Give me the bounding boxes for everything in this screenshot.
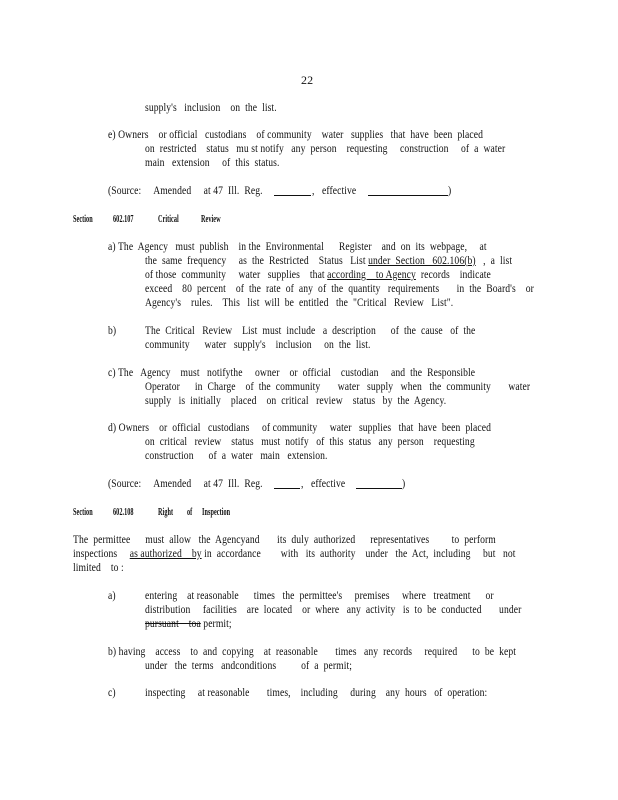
source-comma: , — [312, 185, 315, 197]
source-effective: effective — [322, 185, 357, 197]
item-c-line-1: c) The Agency must notifythe owner or official custodian and the Responsible — [108, 367, 476, 379]
item-a-line-2: distribution facilities are located or where any activity is to be conducted under — [145, 604, 522, 616]
item-b-line-2: under the terms andconditions of a permit; — [145, 660, 353, 672]
inserted-text: as authorized by — [129, 548, 202, 560]
register-blank — [274, 477, 300, 489]
inserted-text: under Section 602.106(b) — [368, 255, 476, 267]
page-number: 22 — [301, 73, 314, 87]
text-segment: inspections — [73, 548, 130, 560]
source-close: ) — [448, 185, 452, 197]
source-comma: , — [301, 478, 304, 490]
item-a-line-4: exceed 80 percent of the rate of any of the quantity requirements in the Board's or — [145, 283, 534, 295]
text-segment: the same frequency as the Restricted Status List — [145, 255, 369, 267]
source-prefix: (Source: Amended at 47 Ill. Reg. — [108, 478, 263, 490]
section-number: 602.107 — [113, 214, 134, 225]
item-c-label: c) — [108, 687, 116, 699]
item-a-line-3 — [145, 617, 232, 631]
effective-blank — [368, 184, 448, 196]
section-title-word-2: of — [187, 507, 193, 518]
register-blank — [274, 184, 311, 196]
text-segment: permit; — [200, 618, 232, 630]
item-c-line-1: inspecting at reasonable times, including during any hours of operation: — [145, 687, 488, 699]
source-effective: effective — [311, 478, 346, 490]
item-d-line-3: construction of a water main extension. — [145, 450, 328, 462]
item-a-line-3 — [145, 268, 491, 282]
section-602-106-tail: supply's inclusion on the list. — [145, 102, 277, 114]
intro-line-2 — [73, 547, 516, 561]
item-e-line-2: on restricted status mu st notify any person requesting construction of a water — [145, 143, 506, 155]
deleted-text: pursuant toa — [145, 618, 201, 630]
item-c-line-2: Operator in Charge of the community water supply when the community water — [145, 381, 531, 393]
item-a-line-1: entering at reasonable times the permittee's premises where treatment or — [145, 590, 494, 602]
item-d-line-2: on critical review status must notify of this status any person requesting — [145, 436, 475, 448]
section-title-word-1: Critical — [158, 214, 179, 225]
text-segment: in accordance with its authority under the Act, including but not — [201, 548, 516, 560]
intro-line-1: The permittee must allow the Agencyand its duly authorized representatives to perform — [73, 534, 496, 546]
item-b-label: b) — [108, 325, 117, 337]
effective-blank — [356, 477, 402, 489]
source-prefix: (Source: Amended at 47 Ill. Reg. — [108, 185, 263, 197]
source-close: ) — [402, 478, 406, 490]
item-d-line-1: d) Owners or official custodians of community water supplies that have been placed — [108, 422, 492, 434]
item-a-line-2 — [145, 254, 512, 268]
section-label: Section — [73, 214, 93, 225]
item-e-line-3: main extension of this status. — [145, 157, 280, 169]
section-title-word-1: Right — [158, 507, 174, 518]
item-b-line-1: b) having access to and copying at reasonable times any records required to be kept — [108, 646, 516, 658]
section-title-word-2: Review — [201, 214, 221, 225]
section-label: Section — [73, 507, 93, 518]
text-segment: of those community water supplies that — [145, 269, 328, 281]
item-a-line-1: a) The Agency must publish in the Environmental Register and on its webpage, at — [108, 241, 487, 253]
section-number: 602.108 — [113, 507, 134, 518]
text-segment: records indicate — [415, 269, 491, 281]
item-a-label: a) — [108, 590, 116, 602]
item-b-line-2: community water supply's inclusion on the list. — [145, 339, 371, 351]
text-segment: , a list — [475, 255, 513, 267]
item-b-line-1: The Critical Review List must include a description of the cause of the — [145, 325, 476, 337]
item-a-line-5: Agency's rules. This list will be entitled the "Critical Review List". — [145, 297, 454, 309]
section-title-word-3: Inspection — [202, 507, 231, 518]
intro-line-3: limited to : — [73, 562, 124, 574]
item-e-line-1: e) Owners or official custodians of community water supplies that have been placed — [108, 129, 484, 141]
item-c-line-3: supply is initially placed on critical review status by the Agency. — [145, 395, 447, 407]
inserted-text: according to Agency — [327, 269, 416, 281]
